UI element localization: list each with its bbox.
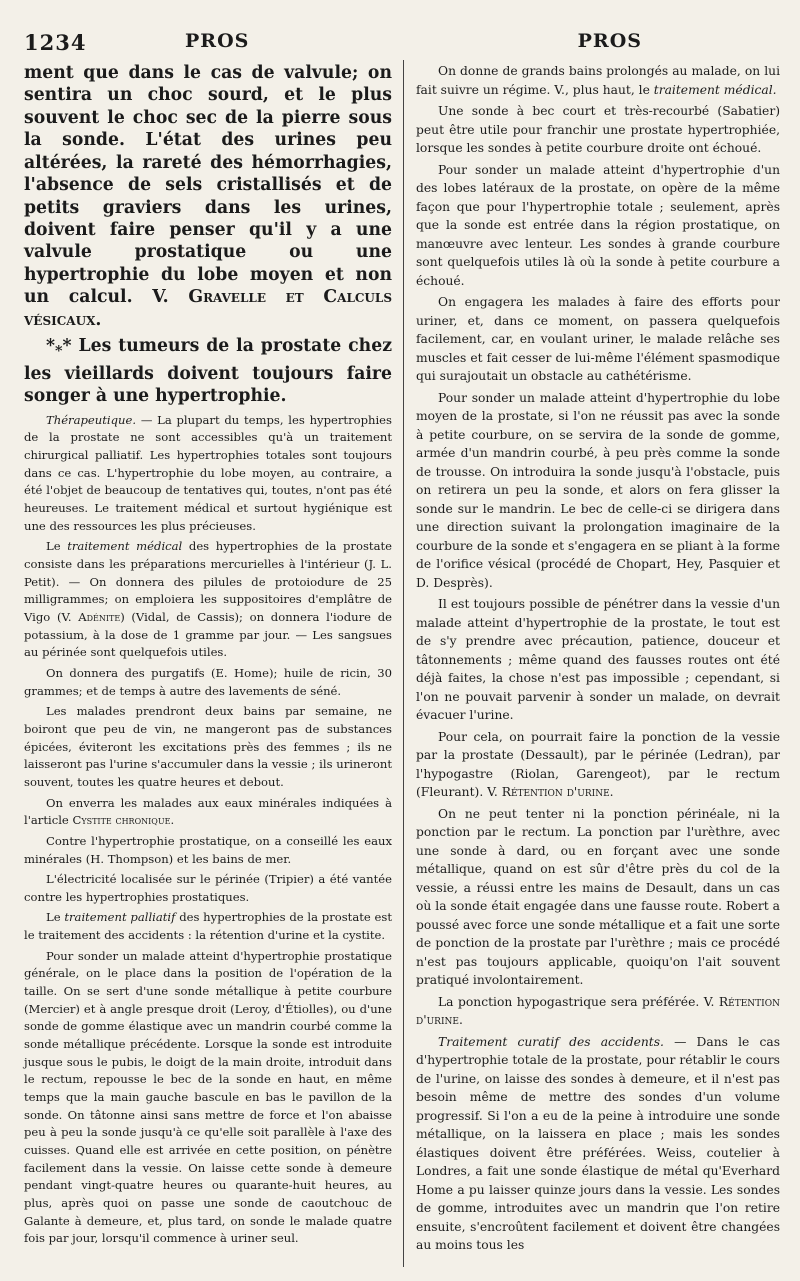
section-lead: Traitement curatif des accidents. [438, 1034, 664, 1049]
paragraph-thompson: Contre l'hypertrophie prostatique, on a conseillé les eaux minérales (H. Thompson) et les bains de mer. [24, 833, 392, 866]
left-column [24, 62, 392, 1267]
paragraph-traitement-medical: Le traitement médical des hypertrophies de la prostate consiste dans les préparations mercurielles à l'intérieur (J. L. Petit). — On donnera des pilules de protoiodure de 25 milligrammes; on emploiera les suppositoires d'emplâtre de Vigo (V. Adénite) (Vidal, de Cassis); on donnera l'iodure de potassium, à la dose de 1 gramme par jour. — Les sangsues au périnée sont quelquefois utiles. [24, 539, 392, 660]
paragraph-grands-bains: On donne de grands bains prolongés au malade, on lui fait suivre un régime. V., plus haut, le traitement médical. [416, 64, 780, 97]
cross-reference: Cystite chronique [72, 813, 171, 828]
page-header [22, 30, 782, 58]
running-head-left: PROS [185, 30, 250, 52]
cross-reference: Rétention d'urine [416, 994, 780, 1027]
paragraph-eaux-minerales: On enverra les malades aux eaux minérales indiquées à l'article Cystite chronique. [24, 795, 392, 828]
right-column [416, 62, 780, 1267]
cross-reference: Adénite [78, 609, 121, 624]
paragraph-ponction: Pour cela, on pourrait faire la ponction de la vessie par la prostate (Dessault), par le périnée (Ledran), par l'hypogastre (Riolan, Garengeot), par le rectum (Fleurant). V. Rétention d'urine. [416, 729, 780, 799]
paragraph-sonde-bec-court: Une sonde à bec court et très-recourbé (Sabatier) peut être utile pour franchir une prostate hypertrophiée, lorsque les sondes à petite courbure droite ont échoué. [416, 104, 780, 155]
paragraph-toujours-possible: Il est toujours possible de pénétrer dans la vessie d'un malade atteint d'hypertrophie de la prostate, le tout est de s'y prendre avec précaution, patience, douceur et tâtonnements ; même quand des fausses routes ont été déjà faites, la chose n'est pas impossible ; cependant, si l'on ne pouvait parvenir à sonder un malade, on devrait évacuer l'urine. [416, 597, 780, 722]
column-divider [403, 60, 404, 1267]
page-number: 1234 [24, 30, 87, 55]
cross-reference: Rétention d'urine [501, 785, 610, 799]
paragraph-sonder-generale: Pour sonder un malade atteint d'hypertrophie prostatique générale, on le place dans la position de l'opération de la taille. On se sert d'une sonde métallique à petite courbure (Mercier) et à angle presque droit (Leroy, d'Étiolles), ou d'une sonde de gomme élastique avec un mandrin courbé comme la sonde métallique précédente. Lorsque la sonde est introduite jusque sous le pubis, le doigt de la main droite, introduit dans le rectum, repousse le bec de la sonde en haut, en même temps que la main gauche bascule en bas le pavillon de la sonde. On tâtonne ainsi sans mettre de force et l'on abaisse peu à peu la sonde jusqu'à ce qu'elle soit parallèle à l'axe des cuisses. Quand elle est arrivée en cette position, on pénètre facilement dans la vessie. On laisse cette sonde à demeure pendant vingt-quatre heures ou quarante-huit heures, au plus, après quoi on passe une sonde de caoutchouc de Galante à demeure, et, plus tard, on sonde le malade quatre fois par jour, lorsqu'il commence à uriner seul. [24, 948, 392, 1246]
paragraph-therapeutique: Thérapeutique. — La plupart du temps, les hypertrophies de la prostate ne sont accessibles qu'à un traitement chirurgical palliatif. Les hypertrophies totales sont toujours dans ce cas. L'hypertrophie du lobe moyen, au contraire, a été l'objet de beaucoup de tentatives qui, toutes, n'ont pas été heureuses. Le traitement médical et surtout hygiénique est une des ressources les plus précieuses. [24, 412, 392, 533]
paragraph-lobe-moyen: Pour sonder un malade atteint d'hypertrophie du lobe moyen de la prostate, si l'on ne réussit pas avec la sonde à petite courbure, on se servira de la sonde de gomme, armée d'un mandrin courbé, à peu près comme la sonde de trousse. On introduira la sonde jusqu'à l'obstacle, puis on retirera un peu la sonde, et alors on fera glisser la sonde sur le mandrin. Le bec de celle-ci se dirigera dans une direction suivant la prolongation imaginaire de la courbure de la sonde et s'engagera en se pliant à la forme de l'orifice vésical (procédé de Chopart, Hey, Pasquier et D. Desprès). [416, 390, 780, 590]
paragraph-traitement-curatif: Traitement curatif des accidents. — Dans le cas d'hypertrophie totale de la prostate, pour rétablir le cours de l'urine, on laisse des sondes à demeure, et il n'est pas besoin même de mettre des sondes d'un volume progressif. Si l'on a eu de la peine à introduire une sonde métallique, on la laissera en place ; mais les sondes élastiques doivent être préférées. Weiss, coutelier à Londres, a fait une sonde élastique de métal qu'Everhard Home a pu laisser quinze jours dans la vessie. Les sondes de gomme, introduites avec un mandrin que l'on retire ensuite, s'encroûtent facilement et doivent être changées au moins tous les [416, 1034, 780, 1252]
paragraph-bains: Les malades prendront deux bains par semaine, ne boiront que peu de vin, ne mangeront pas de substances épicées, éviteront les excitations près des femmes ; ils ne laisseront pas l'urine s'accumuler dans la vessie ; ils urineront souvent, toutes les quatre heures et debout. [24, 704, 392, 789]
paragraph-ponction-hypogastrique: La ponction hypogastrique sera préférée. V. Rétention d'urine. [416, 994, 780, 1027]
paragraph-diagnosis-end: ment que dans le cas de valvule; on sentira un choc sourd, et le plus souvent le choc sec de la pierre sous la sonde. L'état des urines peu altérées, la rareté des hémorrhagies, l'absence de sels cristallisés et de petits graviers dans les urines, doivent faire penser qu'il y a une valvule prostatique ou une hypertrophie du lobe moyen et non un calcul. V. Gravelle et Calculs vésicaux. [24, 63, 392, 330]
paragraph-purgatifs: On donnera des purgatifs (E. Home); huile de ricin, 30 grammes; et de temps à autre des lavements de séné. [24, 665, 392, 698]
paragraph-tumeurs: $*_**$ Les tumeurs de la prostate chez les vieillards doivent toujours faire songer à une hypertrophie. [24, 336, 392, 407]
running-head-right: PROS [577, 30, 642, 52]
paragraph-electricite: L'électricité localisée sur le périnée (Tripier) a été vantée contre les hypertrophies prostatiques. [24, 872, 392, 904]
asterism: $*_**$ [46, 336, 72, 360]
paragraph-traitement-palliatif: Le traitement palliatif des hypertrophies de la prostate est le traitement des accidents : la rétention d'urine et la cystite. [24, 910, 392, 943]
paragraph-lobes-lateraux: Pour sonder un malade atteint d'hypertrophie d'un des lobes latéraux de la prostate, on opère de la même façon que pour l'hypertrophie totale ; seulement, après que la sonde est entrée dans la région prostatique, on manœuvre avec lenteur. Les sondes à grande courbure sont quelquefois utiles là où la sonde à petite courbure a échoué. [416, 162, 780, 288]
paragraph-efforts: On engagera les malades à faire des efforts pour uriner, et, dans ce moment, on passera quelquefois facilement, car, en voulant uriner, le malade relâche ses muscles et fait cesser de lui-même l'élément spasmodique qui surajoutait un obstacle au cathétérisme. [416, 295, 780, 383]
section-lead: Thérapeutique. [46, 412, 137, 427]
paragraph-ponction-perineale: On ne peut tenter ni la ponction périnéale, ni la ponction par le rectum. La ponction par l'urèthre, avec une sonde à dard, ou en forçant avec une sonde métallique, quand on est sûr d'être près du col de la vessie, a réussi entre les mains de Desault, dans un cas où la sonde était engagée dans une fausse route. Robert a poussé avec force une sonde métallique et a fait une sorte de ponction de la prostate par l'urèthre ; mais ce procédé n'est pas toujours applicable, quoiqu'on l'ait souvent pratiqué involontairement. [416, 806, 780, 987]
cross-reference: Gravelle et Calculs vésicaux. [24, 287, 392, 330]
